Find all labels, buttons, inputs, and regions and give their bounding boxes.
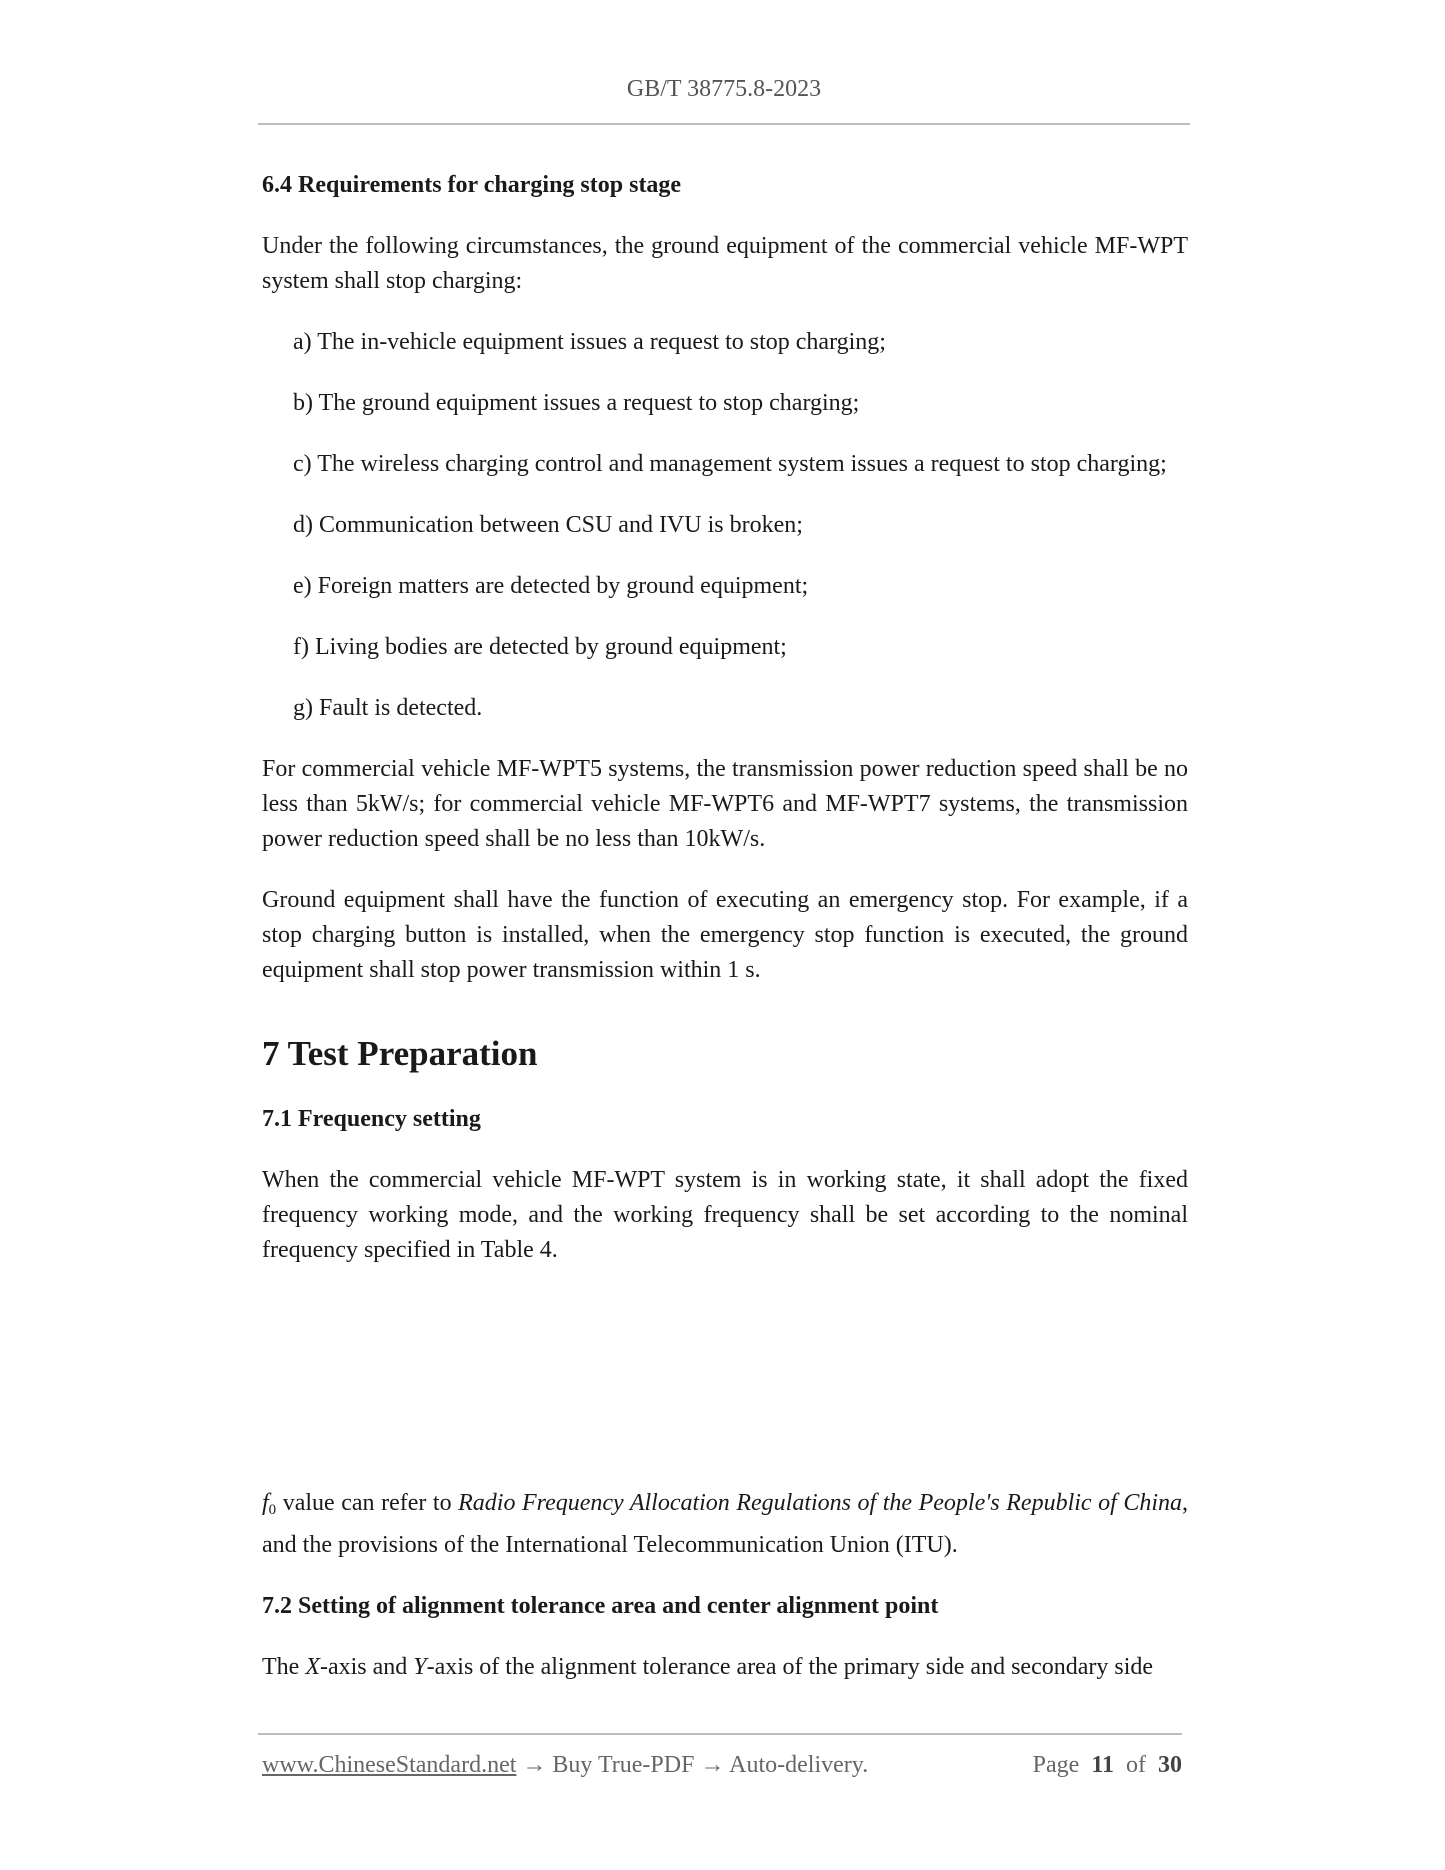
auto-delivery-text: Auto-delivery. [729, 1752, 869, 1778]
f0-text-before: value can refer to [276, 1490, 459, 1516]
website-link[interactable]: www.ChineseStandard.net [262, 1752, 517, 1778]
f0-subscript: 0 [268, 1502, 277, 1518]
list-item-e: e) Foreign matters are detected by ground equipment; [293, 573, 809, 599]
section-6-4-heading: 6.4 Requirements for charging stop stage [262, 172, 682, 198]
list-item-a: a) The in-vehicle equipment issues a request to stop charging; [293, 329, 886, 355]
alignment-paragraph [262, 1650, 1188, 1685]
regulation-title: Radio Frequency Allocation Regulations of the People's Republic of China [458, 1490, 1182, 1516]
page-indicator [1033, 1752, 1182, 1779]
buy-pdf-text: Buy True-PDF [552, 1752, 695, 1778]
document-header: GB/T 38775.8-2023 [626, 76, 822, 102]
section-6-4-intro: Under the following circumstances, the ground equipment of the commercial vehicle MF-WPT system shall stop charging: [262, 233, 1188, 294]
x-axis-symbol: X [305, 1654, 320, 1680]
of-label: of [1126, 1752, 1146, 1778]
section-7-heading: 7 Test Preparation [262, 1034, 538, 1073]
f0-symbol: f [262, 1490, 269, 1516]
arrow-icon: → [522, 1752, 547, 1778]
section-7-2-heading: 7.2 Setting of alignment tolerance area and center alignment point [262, 1593, 939, 1619]
list-item-f: f) Living bodies are detected by ground equipment; [293, 634, 787, 660]
emergency-stop-paragraph: Ground equipment shall have the function of executing an emergency stop. For example, if a stop charging button is installed, when the emergency stop function is executed, the ground equipment shall stop power transmission within 1 s. [262, 887, 1188, 983]
alignment-text-end: -axis of the alignment tolerance area of the primary side and secondary side [426, 1654, 1154, 1680]
table-placeholder-space [262, 1268, 1188, 1486]
page-content [262, 168, 1188, 1685]
alignment-text-start: The [262, 1654, 306, 1680]
page-number: 11 [1091, 1752, 1114, 1778]
alignment-text-mid: -axis and [319, 1654, 414, 1680]
header-divider [258, 123, 1190, 125]
page-label: Page [1032, 1752, 1080, 1778]
y-axis-symbol: Y [413, 1654, 427, 1680]
arrow-icon: → [700, 1752, 725, 1778]
power-reduction-paragraph: For commercial vehicle MF-WPT5 systems, the transmission power reduction speed shall be no less than 5kW/s; for commercial vehicle MF-WPT6 and MF-WPT7 systems, the transmission power reduction speed shall be no less than 10kW/s. [262, 756, 1188, 852]
f0-reference-paragraph [262, 1486, 1188, 1563]
list-item-g: g) Fault is detected. [293, 695, 483, 721]
list-item-b: b) The ground equipment issues a request to stop charging; [293, 390, 860, 416]
list-item-d: d) Communication between CSU and IVU is broken; [293, 512, 803, 538]
f0-text-after: , and the provisions of the International Telecommunication Union (ITU). [262, 1490, 1188, 1558]
total-pages: 30 [1158, 1752, 1182, 1778]
frequency-paragraph: When the commercial vehicle MF-WPT system is in working state, it shall adopt the fixed frequency working mode, and the working frequency shall be set according to the nominal frequency specified in Table 4. [262, 1167, 1188, 1263]
footer-promo [262, 1752, 868, 1779]
footer-divider [258, 1733, 1182, 1735]
page-footer [262, 1752, 1182, 1779]
section-7-1-heading: 7.1 Frequency setting [262, 1106, 481, 1132]
list-item-c: c) The wireless charging control and management system issues a request to stop charging; [293, 451, 1167, 477]
